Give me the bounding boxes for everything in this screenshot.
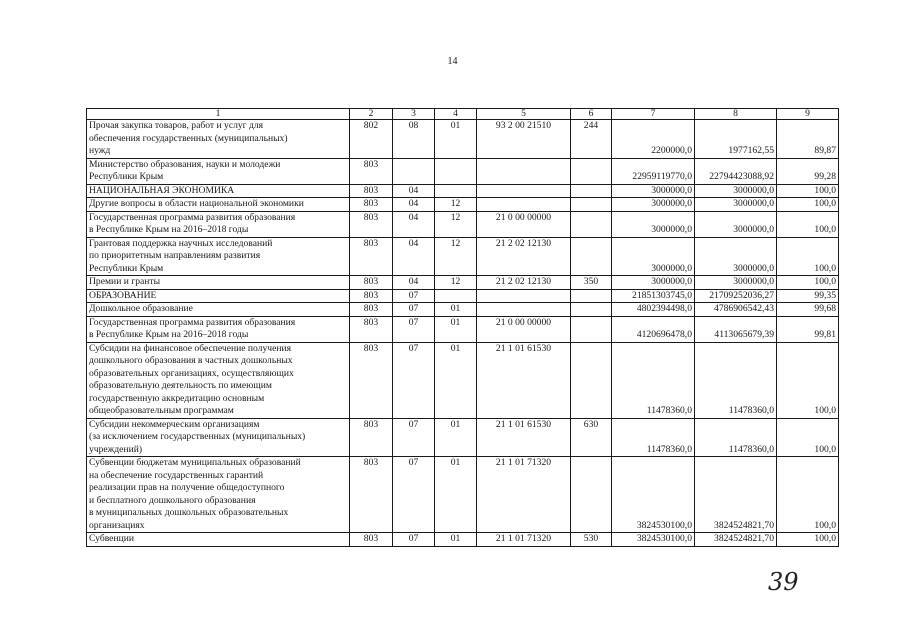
row-name: Государственная программа развития образования в Республике Крым на 2016–2018 годы [87, 211, 350, 237]
planned-amount: 4802394498,0 [612, 303, 695, 317]
target-article: 21 1 01 61530 [477, 342, 571, 418]
execution-percent: 99,81 [777, 316, 839, 342]
target-article [477, 198, 571, 212]
row-name: Субвенции бюджетам муниципальных образований на обеспечение государственных гарантий реализации прав на получение общедоступного и бесплатного дошкольного образования в муниципальных дошкольных образовательных организациях [87, 457, 350, 533]
table-row [87, 533, 839, 547]
subsection-code: 12 [435, 237, 477, 276]
executed-amount: 21709252036,27 [695, 289, 777, 303]
expense-type [571, 316, 612, 342]
row-name: Министерство образования, науки и молодежи Республики Крым [87, 158, 350, 184]
table-row [87, 303, 839, 317]
subsection-code: 01 [435, 457, 477, 533]
page-number: 14 [447, 56, 458, 67]
target-article: 93 2 00 21510 [477, 120, 571, 159]
executed-amount: 3824524821,70 [695, 457, 777, 533]
header-row [87, 109, 839, 120]
table-row [87, 289, 839, 303]
executed-amount: 3000000,0 [695, 184, 777, 198]
subsection-code: 12 [435, 211, 477, 237]
target-article: 21 2 02 12130 [477, 276, 571, 290]
chapter-code: 803 [350, 533, 393, 547]
chapter-code: 802 [350, 120, 393, 159]
planned-amount: 3000000,0 [612, 276, 695, 290]
section-code: 04 [393, 184, 435, 198]
planned-amount: 3000000,0 [612, 237, 695, 276]
column-header: 1 [87, 109, 350, 120]
executed-amount: 3000000,0 [695, 276, 777, 290]
execution-percent: 100,0 [777, 342, 839, 418]
expense-type: 244 [571, 120, 612, 159]
planned-amount: 11478360,0 [612, 342, 695, 418]
table-row [87, 316, 839, 342]
execution-percent: 99,35 [777, 289, 839, 303]
section-code [393, 158, 435, 184]
expense-type: 630 [571, 418, 612, 457]
execution-percent: 89,87 [777, 120, 839, 159]
planned-amount: 4120696478,0 [612, 316, 695, 342]
subsection-code: 01 [435, 303, 477, 317]
subsection-code: 01 [435, 120, 477, 159]
row-name: ОБРАЗОВАНИЕ [87, 289, 350, 303]
execution-percent: 100,0 [777, 211, 839, 237]
chapter-code: 803 [350, 289, 393, 303]
execution-percent: 100,0 [777, 276, 839, 290]
execution-percent: 100,0 [777, 418, 839, 457]
row-name: Государственная программа развития образования в Республике Крым на 2016–2018 годы [87, 316, 350, 342]
chapter-code: 803 [350, 457, 393, 533]
handwritten-mark: 39 [768, 568, 799, 596]
section-code: 07 [393, 316, 435, 342]
executed-amount: 3824524821,70 [695, 533, 777, 547]
column-header: 4 [435, 109, 477, 120]
table-row [87, 198, 839, 212]
expense-type [571, 457, 612, 533]
executed-amount: 3000000,0 [695, 198, 777, 212]
planned-amount: 22959119770,0 [612, 158, 695, 184]
row-name: Прочая закупка товаров, работ и услуг для обеспечения государственных (муниципальных) нужд [87, 120, 350, 159]
subsection-code [435, 158, 477, 184]
execution-percent: 100,0 [777, 457, 839, 533]
column-header: 7 [612, 109, 695, 120]
budget-table [86, 108, 839, 547]
executed-amount: 3000000,0 [695, 237, 777, 276]
table-row [87, 237, 839, 276]
execution-percent: 100,0 [777, 198, 839, 212]
expense-type [571, 342, 612, 418]
execution-percent: 99,28 [777, 158, 839, 184]
expense-type [571, 237, 612, 276]
section-code: 07 [393, 342, 435, 418]
column-header: 6 [571, 109, 612, 120]
executed-amount: 4786906542,43 [695, 303, 777, 317]
table-row [87, 276, 839, 290]
column-header: 3 [393, 109, 435, 120]
target-article [477, 158, 571, 184]
planned-amount: 3000000,0 [612, 184, 695, 198]
target-article [477, 184, 571, 198]
table-row [87, 120, 839, 159]
section-code: 07 [393, 303, 435, 317]
chapter-code: 803 [350, 237, 393, 276]
row-name: Грантовая поддержка научных исследований по приоритетным направлениям развития Республики Крым [87, 237, 350, 276]
expense-type [571, 184, 612, 198]
row-name: Премии и гранты [87, 276, 350, 290]
chapter-code: 803 [350, 418, 393, 457]
table-row [87, 457, 839, 533]
execution-percent: 100,0 [777, 184, 839, 198]
subsection-code: 01 [435, 533, 477, 547]
executed-amount: 3000000,0 [695, 211, 777, 237]
column-header: 8 [695, 109, 777, 120]
executed-amount: 11478360,0 [695, 342, 777, 418]
section-code: 08 [393, 120, 435, 159]
chapter-code: 803 [350, 303, 393, 317]
planned-amount: 11478360,0 [612, 418, 695, 457]
expense-type [571, 158, 612, 184]
planned-amount: 3824530100,0 [612, 533, 695, 547]
row-name: Субсидии на финансовое обеспечение получения дошкольного образования в частных дошкольных образовательных организациях, осуществляющих образовательную деятельность по имеющим государственную аккредитацию основным общеобразовательным программам [87, 342, 350, 418]
target-article: 21 1 01 71320 [477, 533, 571, 547]
section-code: 04 [393, 211, 435, 237]
execution-percent: 100,0 [777, 533, 839, 547]
expense-type [571, 211, 612, 237]
subsection-code: 01 [435, 418, 477, 457]
executed-amount: 1977162,55 [695, 120, 777, 159]
row-name: Субсидии некоммерческим организациям (за исключением государственных (муниципальных) учреждений) [87, 418, 350, 457]
row-name: Дошкольное образование [87, 303, 350, 317]
table-row [87, 211, 839, 237]
subsection-code [435, 289, 477, 303]
section-code: 07 [393, 289, 435, 303]
table-body [87, 120, 839, 547]
column-header: 5 [477, 109, 571, 120]
table-row [87, 418, 839, 457]
planned-amount: 21851303745,0 [612, 289, 695, 303]
target-article: 21 0 00 00000 [477, 211, 571, 237]
chapter-code: 803 [350, 316, 393, 342]
section-code: 04 [393, 198, 435, 212]
chapter-code: 803 [350, 276, 393, 290]
target-article [477, 289, 571, 303]
section-code: 07 [393, 533, 435, 547]
expense-type [571, 198, 612, 212]
subsection-code: 01 [435, 342, 477, 418]
chapter-code: 803 [350, 342, 393, 418]
target-article: 21 2 02 12130 [477, 237, 571, 276]
target-article: 21 1 01 61530 [477, 418, 571, 457]
expense-type: 350 [571, 276, 612, 290]
chapter-code: 803 [350, 211, 393, 237]
target-article: 21 1 01 71320 [477, 457, 571, 533]
planned-amount: 3824530100,0 [612, 457, 695, 533]
subsection-code: 12 [435, 276, 477, 290]
expense-type [571, 289, 612, 303]
section-code: 07 [393, 418, 435, 457]
table-row [87, 158, 839, 184]
section-code: 04 [393, 237, 435, 276]
target-article: 21 0 00 00000 [477, 316, 571, 342]
row-name: НАЦИОНАЛЬНАЯ ЭКОНОМИКА [87, 184, 350, 198]
section-code: 04 [393, 276, 435, 290]
column-header: 2 [350, 109, 393, 120]
row-name: Субвенции [87, 533, 350, 547]
execution-percent: 99,68 [777, 303, 839, 317]
execution-percent: 100,0 [777, 237, 839, 276]
subsection-code [435, 184, 477, 198]
executed-amount: 4113065679,39 [695, 316, 777, 342]
planned-amount: 2200000,0 [612, 120, 695, 159]
planned-amount: 3000000,0 [612, 198, 695, 212]
chapter-code: 803 [350, 198, 393, 212]
planned-amount: 3000000,0 [612, 211, 695, 237]
chapter-code: 803 [350, 158, 393, 184]
table-row [87, 342, 839, 418]
table-row [87, 184, 839, 198]
subsection-code: 01 [435, 316, 477, 342]
expense-type: 530 [571, 533, 612, 547]
chapter-code: 803 [350, 184, 393, 198]
section-code: 07 [393, 457, 435, 533]
column-header: 9 [777, 109, 839, 120]
row-name: Другие вопросы в области национальной экономики [87, 198, 350, 212]
executed-amount: 11478360,0 [695, 418, 777, 457]
subsection-code: 12 [435, 198, 477, 212]
expense-type [571, 303, 612, 317]
executed-amount: 22794423088,92 [695, 158, 777, 184]
target-article [477, 303, 571, 317]
